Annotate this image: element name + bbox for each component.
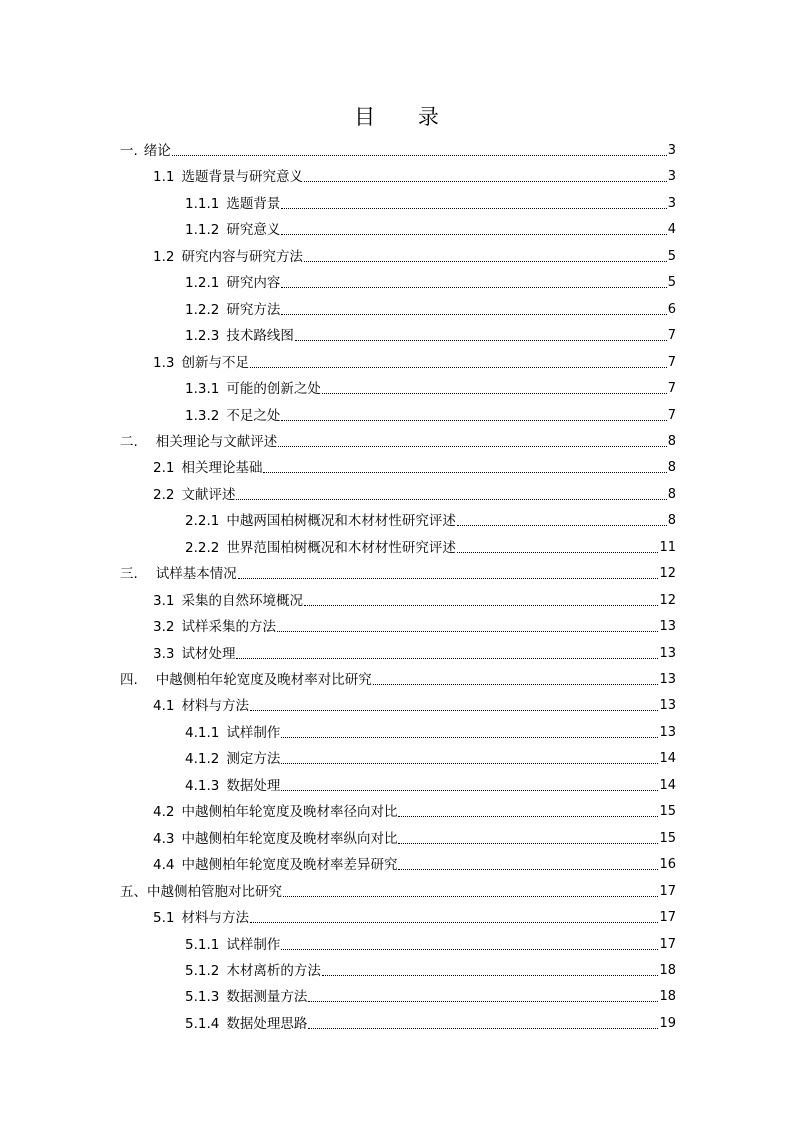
toc-entry-text: 测定方法 — [226, 751, 281, 768]
toc-entry[interactable] — [185, 1014, 676, 1034]
toc-entry-page: 18 — [659, 962, 676, 978]
toc-entry[interactable] — [153, 644, 676, 664]
toc-entry-number: 4.1.1 — [185, 724, 220, 741]
dot-leader — [304, 260, 667, 262]
toc-entry-number: 5.1.2 — [185, 962, 220, 979]
toc-entry-number: 4.3 — [153, 830, 175, 847]
dot-leader — [281, 233, 666, 235]
toc-entry-text: 试样基本情况 — [155, 566, 237, 583]
dot-leader — [398, 815, 658, 817]
toc-entry-number: 1.2.2 — [185, 301, 220, 318]
dot-leader — [281, 419, 666, 421]
dot-leader — [304, 180, 667, 182]
toc-entry-number: 4.4 — [153, 857, 175, 874]
toc-entry-text: 研究内容 — [226, 275, 281, 292]
toc-entry-text: 研究意义 — [226, 222, 281, 239]
toc-entry-page: 19 — [659, 1015, 676, 1031]
dot-leader — [283, 895, 658, 897]
toc-entry[interactable] — [185, 379, 676, 399]
toc-entry-number: 5.1.4 — [185, 1015, 220, 1032]
toc-entry-number: 四. — [120, 672, 138, 688]
toc-entry-number: 4.1.3 — [185, 777, 220, 794]
toc-entry-page: 5 — [667, 275, 676, 291]
toc-entry-text: 数据测量方法 — [226, 989, 308, 1006]
toc-entry[interactable] — [120, 141, 676, 161]
toc-entry[interactable] — [185, 511, 676, 531]
toc-entry-page: 18 — [659, 989, 676, 1005]
dot-leader — [250, 709, 658, 711]
toc-entry-page: 14 — [659, 777, 676, 793]
dot-leader — [304, 604, 658, 606]
toc-entry-text: 试样制作 — [226, 724, 281, 741]
dot-leader — [308, 1000, 658, 1002]
dot-leader — [457, 524, 667, 526]
toc-entry[interactable] — [120, 882, 676, 902]
toc-entry-page: 7 — [667, 328, 676, 344]
toc-entry-page: 15 — [659, 804, 676, 820]
dot-leader — [308, 1027, 658, 1029]
toc-entry-text: 材料与方法 — [181, 698, 249, 715]
dot-leader — [281, 948, 658, 950]
toc-entry[interactable] — [185, 538, 676, 558]
toc-entry-number: 1.3.2 — [185, 407, 220, 424]
toc-entry-page: 3 — [667, 169, 676, 185]
dot-leader — [398, 868, 658, 870]
toc-entry[interactable] — [153, 458, 676, 478]
toc-entry-number: 4.2 — [153, 804, 175, 821]
toc-entry-number: 5.1.1 — [185, 936, 220, 953]
toc-entry-number: 5.1 — [153, 910, 175, 927]
toc-entry-text: 试材处理 — [181, 645, 236, 662]
toc-entry-page: 17 — [659, 936, 676, 952]
toc-entry-number: 1.2.1 — [185, 275, 220, 292]
toc-entry-text: 技术路线图 — [226, 328, 294, 345]
toc-entry-page: 4 — [667, 222, 676, 238]
toc-entry-page: 17 — [659, 883, 676, 899]
dot-leader — [172, 154, 667, 156]
toc-entry-text: 中越侧柏管胞对比研究 — [147, 883, 282, 900]
toc-entry-number: 2.2.1 — [185, 513, 220, 530]
toc-entry[interactable] — [185, 961, 676, 981]
toc-entry-page: 17 — [659, 910, 676, 926]
toc-entry-text: 研究内容与研究方法 — [181, 248, 303, 265]
toc-entry-number: 3.3 — [153, 645, 175, 662]
toc-entry-page: 11 — [659, 539, 676, 555]
dot-leader — [322, 974, 659, 976]
toc-entry-number: 1.1.1 — [185, 195, 220, 212]
toc-entry-page: 8 — [667, 460, 676, 476]
toc-entry-text: 绪论 — [143, 143, 171, 159]
toc-entry-page: 7 — [667, 354, 676, 370]
toc-entry-number: 1.3 — [153, 354, 175, 371]
toc-entry-text: 相关理论基础 — [181, 460, 263, 477]
toc-entry[interactable] — [185, 326, 676, 346]
dot-leader — [236, 657, 658, 659]
toc-entry-text: 试样制作 — [226, 936, 281, 953]
toc-entry-page: 8 — [667, 433, 676, 449]
toc-entry-page: 13 — [659, 698, 676, 714]
toc-entry-number: 1.2.3 — [185, 328, 220, 345]
dot-leader — [278, 445, 666, 447]
toc-entry[interactable] — [153, 855, 676, 875]
toc-entry-text: 不足之处 — [226, 407, 281, 424]
toc-entry-page: 7 — [667, 381, 676, 397]
dot-leader — [295, 339, 667, 341]
toc-entry-page: 12 — [659, 566, 676, 582]
toc-entry-text: 创新与不足 — [181, 354, 249, 371]
dot-leader — [250, 921, 658, 923]
toc-entry[interactable] — [153, 485, 676, 505]
toc-entry-number: 2.1 — [153, 460, 175, 477]
toc-entry-text: 中越两国柏树概况和木材材性研究评述 — [226, 513, 456, 530]
toc-entry-text: 研究方法 — [226, 301, 281, 318]
toc-entry-text: 中越侧柏年轮宽度及晚材率纵向对比 — [181, 830, 398, 847]
toc-entry[interactable] — [153, 908, 676, 928]
toc-entry[interactable] — [185, 987, 676, 1007]
toc-entry-number: 二. — [120, 433, 138, 450]
toc-entry-number: 1.1 — [153, 169, 175, 186]
toc-entry[interactable] — [120, 432, 676, 452]
dot-leader — [236, 498, 666, 500]
toc-entry-text: 数据处理 — [226, 777, 281, 794]
dot-leader — [281, 286, 666, 288]
toc-entry[interactable] — [185, 220, 676, 240]
toc-entry[interactable] — [153, 696, 676, 716]
toc-entry-text: 试样采集的方法 — [181, 619, 276, 636]
toc-entry-number: 一. — [120, 143, 138, 159]
toc-entry-number: 4.1.2 — [185, 751, 220, 768]
toc-entry-text: 可能的创新之处 — [226, 381, 321, 398]
dot-leader — [398, 842, 658, 844]
toc-entry-page: 3 — [667, 143, 676, 158]
toc-entry-text: 材料与方法 — [181, 910, 249, 927]
toc-entry-number: 2.2.2 — [185, 539, 220, 556]
toc-entry-number: 2.2 — [153, 486, 175, 503]
dot-leader — [281, 789, 658, 791]
toc-entry-page: 7 — [667, 407, 676, 423]
toc-entry[interactable] — [153, 591, 676, 611]
toc-entry-page: 12 — [659, 592, 676, 608]
toc-entry-number: 4.1 — [153, 698, 175, 715]
toc-entry[interactable] — [153, 247, 676, 267]
toc-entry-page: 16 — [659, 857, 676, 873]
toc-entry-text: 文献评述 — [181, 486, 236, 503]
dot-leader — [281, 736, 658, 738]
toc-entry-text: 中越侧柏年轮宽度及晚材率对比研究 — [155, 672, 372, 688]
toc-entry-page: 8 — [667, 486, 676, 502]
toc-entry[interactable] — [185, 776, 676, 796]
toc-entry[interactable] — [153, 802, 676, 822]
toc-entry-page: 5 — [667, 248, 676, 264]
toc-entry[interactable] — [185, 935, 676, 955]
toc-entry-page: 3 — [667, 195, 676, 211]
dot-leader — [281, 207, 666, 209]
toc-entry-page: 13 — [659, 672, 676, 687]
toc-entry-number: 5.1.3 — [185, 989, 220, 1006]
toc-entry-page: 13 — [659, 724, 676, 740]
toc-entry-number: 1.2 — [153, 248, 175, 265]
toc-entry[interactable] — [185, 300, 676, 320]
toc-entry-text: 采集的自然环境概况 — [181, 592, 303, 609]
toc-entry[interactable] — [185, 723, 676, 743]
toc-entry-text: 木材离析的方法 — [226, 962, 321, 979]
toc-entry-page: 15 — [659, 830, 676, 846]
toc-entry-text: 中越侧柏年轮宽度及晚材率差异研究 — [181, 857, 398, 874]
toc-entry-number: 3.1 — [153, 592, 175, 609]
toc-entry-page: 13 — [659, 619, 676, 635]
toc-entry-text: 世界范围柏树概况和木材材性研究评述 — [226, 539, 456, 556]
toc-entry[interactable] — [185, 273, 676, 293]
toc-entry-page: 14 — [659, 751, 676, 767]
toc-entry[interactable] — [185, 194, 676, 214]
toc-entry[interactable] — [153, 353, 676, 373]
toc-entry[interactable] — [185, 406, 676, 426]
toc-entry-number: 1.1.2 — [185, 222, 220, 239]
toc-entry-page: 6 — [667, 301, 676, 317]
dot-leader — [277, 630, 658, 632]
toc-entry-text: 中越侧柏年轮宽度及晚材率径向对比 — [181, 804, 398, 821]
dot-leader — [263, 471, 666, 473]
toc-entry-text: 相关理论与文献评述 — [155, 433, 278, 450]
toc-entry-number: 3.2 — [153, 619, 175, 636]
toc-entry[interactable] — [120, 670, 676, 690]
dot-leader — [281, 762, 658, 764]
dot-leader — [238, 577, 659, 579]
toc-entry[interactable] — [185, 749, 676, 769]
dot-leader — [457, 551, 659, 553]
toc-entry-text: 选题背景与研究意义 — [181, 169, 303, 186]
toc-entry-text: 数据处理思路 — [226, 1015, 308, 1032]
dot-leader — [322, 392, 667, 394]
toc-entry[interactable] — [153, 167, 676, 187]
toc-entry-number: 五、 — [120, 883, 147, 900]
toc-entry-number: 三. — [120, 566, 138, 583]
toc-entry[interactable] — [153, 617, 676, 637]
dot-leader — [281, 313, 666, 315]
page-title: 目 录 — [354, 105, 457, 129]
toc-entry-page: 13 — [659, 645, 676, 661]
toc-entry-text: 选题背景 — [226, 195, 281, 212]
dot-leader — [373, 683, 659, 685]
toc-entry[interactable] — [120, 564, 676, 584]
toc-entry[interactable] — [153, 829, 676, 849]
toc-entry-page: 8 — [667, 513, 676, 529]
toc-entry-number: 1.3.1 — [185, 381, 220, 398]
dot-leader — [250, 366, 667, 368]
